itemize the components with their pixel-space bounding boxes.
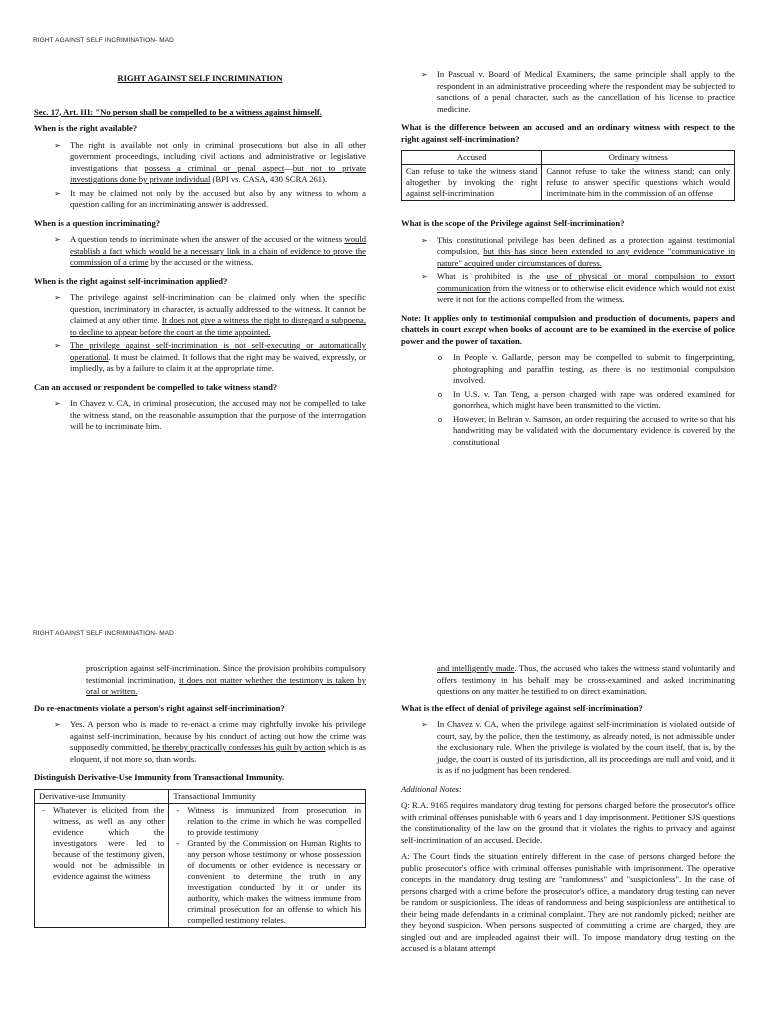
case-list: [401, 352, 735, 448]
question-heading: Can an accused or respondent be compelled to take witness stand?: [34, 381, 278, 392]
constitution-provision: Sec. 17, Art. III: "No person shall be compelled to be a witness against himself.: [34, 106, 322, 117]
table-header: Ordinary witness: [542, 151, 735, 165]
question-heading: When is the right against self-incrimination applied?: [34, 275, 228, 286]
question-heading: When is a question incriminating?: [34, 217, 161, 228]
left-column: [34, 663, 366, 928]
list-item: ➢ What is prohibited is the use of physical or moral compulsion to extort communication from the witness or to otherwise elicit evidence which would not exist were it not for the actions compelled from the witness.: [437, 271, 735, 306]
document-title: RIGHT AGAINST SELF INCRIMINATION: [117, 73, 283, 83]
list-item: ➢ Yes. A person who is made to re-enact a crime may rightfully invoke his privilege against self-incrimination, because by his conduct of acting out how the crime was supposedly committed, he thereby practically confesses his guilt by action which is as eloquent, if not more so, than words.: [70, 719, 366, 765]
bullet-list: [401, 235, 735, 306]
list-item: ➢ The privilege against self-incrimination is not self-executing or automatically operational. It must be claimed. It follows that the right may be waived, expressly, or impliedly, as by a failure to claim it at the appropriate time.: [70, 340, 366, 375]
list-item: ➢ In Chavez v. CA, when the privilege against self-incrimination is violated outside of court, say, by the police, then the testimony, as already noted, is not admissible under the exclusionary rule. When the privilege is violated by the court itself, that is, by the judge, the court is ousted of its jurisdiction, all its proceedings are null and void, and it is as if no judgment has been rendered.: [437, 719, 735, 777]
table-cell: Cannot refuse to take the witness stand; can only refuse to answer specific questions which would incriminate him in the commission of an offense: [542, 165, 735, 201]
bullet-list: [34, 719, 366, 765]
paragraph: proscription against self-incrimination. Since the provision prohibits compulsory testimonial incrimination, it does not matter whether the testimony is taken by oral or written.: [86, 663, 366, 696]
table-header: Derivative-use Immunity: [35, 789, 169, 803]
bullet-list: [34, 292, 366, 375]
table-cell: Can refuse to take the witness stand altogether by invoking the right against self-incrimination: [402, 165, 542, 201]
right-column: [401, 663, 735, 960]
note-paragraph: Note: It applies only to testimonial compulsion and production of documents, papers and chattels in court except when books of account are to be examined in the exercise of police power and the power of taxation.: [401, 312, 735, 346]
document-page-2: [0, 512, 768, 1024]
bullet-list: [34, 398, 366, 433]
list-item: o In People v. Gallarde, person may be compelled to submit to fingerprinting, photographing and paraffin testing, as there is no testimonial compulsion involved.: [453, 352, 735, 387]
table-header: Transactional Immunity: [169, 789, 366, 803]
bullet-list: [401, 719, 735, 777]
answer-paragraph: A: The Court finds the situation entirely different in the case of persons charged before the public prosecutor's office with criminal offenses punishable with imprisonment. The operative concepts in the mandatory drug testing are "randomness" and "suspicionless". In the case of persons charged with a crime before the prosecutor's office, a mandatory drug testing can never be random or suspicionless. The ideas of randomness and being suspicionless are antithetical to their being made defendants in a criminal complaint. They are not randomly picked; neither are they beyond suspicion. When persons suspected of committing a crime are charged, they are singled out and are impleaded against their will. To impose mandatory drug testing on the accused is a blatant attempt: [401, 851, 735, 953]
paragraph: and intelligently made. Thus, the accused who takes the witness stand voluntarily and offers testimony in his behalf may be cross-examined and asked incriminating questions on any matter he testified to on direct examination.: [437, 663, 735, 696]
bullet-list: [401, 69, 735, 115]
running-header: RIGHT AGAINST SELF INCRIMINATION- MAD: [33, 37, 174, 44]
immunity-table: [34, 789, 366, 928]
table-cell: - Whatever is elicited from the witness, as well as any other evidence which the investigators were led to because of the testimony given, would not be admissible in evidence against the witness: [35, 803, 169, 927]
running-header: RIGHT AGAINST SELF INCRIMINATION- MAD: [33, 630, 174, 637]
left-column: [34, 40, 366, 440]
bullet-list: [34, 234, 366, 269]
list-item: ➢ In Chavez v. CA, in criminal prosecution, the accused may not be compelled to take the witness stand, on the reasonable assumption that the purpose of the interrogation will be to incriminate him.: [70, 398, 366, 433]
question-heading: What is the difference between an accused and an ordinary witness with respect to the right against self-incrimination?: [401, 122, 735, 144]
list-item: ➢ The right is available not only in criminal prosecutions but also in all other government proceedings, including civil actions and administrative or legislative investigations that possess a criminal or penal aspect—but not to private investigations done by private individual (BPI vs. CASA, 430 SCRA 261).: [70, 140, 366, 186]
question-heading: Do re-enactments violate a person's right against self-incrimination?: [34, 702, 285, 713]
question-paragraph: Q: R.A. 9165 requires mandatory drug testing for persons charged before the prosecutor's office with criminal offenses punishable with 6 years and 1 day imprisonment. Petitioner SJS questions the constitutionality of the law on the ground that it violates the rights to privacy and against self-incrimination of an accused. Decide.: [401, 800, 735, 845]
list-item: o In U.S. v. Tan Teng, a person charged with rape was ordered examined for gonorrhea, which might have been transmitted to the victim.: [453, 389, 735, 412]
question-heading: What is the scope of the Privilege against Self-incrimination?: [401, 218, 625, 228]
question-heading: Distinguish Derivative-Use Immunity from Transactional Immunity.: [34, 772, 285, 782]
right-column: [401, 69, 735, 450]
list-item: ➢ This constitutional privilege has been defined as a protection against testimonial compulsion, but this has since been extended to any evidence "communicative in nature" acquired under circumstances of duress.: [437, 235, 735, 270]
question-heading: When is the right available?: [34, 123, 138, 133]
question-heading: What is the effect of denial of privilege against self-incrimination?: [401, 702, 643, 713]
list-item: o However, in Beltran v. Samson, an order requiring the accused to write so that his handwriting may be validated with the documentary evidence is covered by the constitutional: [453, 414, 735, 449]
comparison-table: [401, 150, 735, 201]
list-item: ➢ The privilege against self-incrimination can be claimed only when the specific question, incriminatory in character, is actually addressed to the witness. It cannot be claimed at any other time. It does not give a witness the right to disregard a subpoena, to decline to appear before the court at the time appointed.: [70, 292, 366, 338]
additional-notes-heading: Additional Notes:: [401, 783, 462, 794]
bullet-list: [34, 140, 366, 211]
list-item: ➢ In Pascual v. Board of Medical Examiners, the same principle shall apply to the respondent in an administrative proceeding where the respondent may be subjected to sanctions of a penal character, such as the cancellation of his license to practice medicine.: [437, 69, 735, 115]
list-item: ➢ It may be claimed not only by the accused but also by any witness to whom a question calling for an incriminating answer is addressed.: [70, 188, 366, 211]
table-header: Accused: [402, 151, 542, 165]
list-item: ➢ A question tends to incriminate when the answer of the accused or the witness would establish a fact which would be a necessary link in a chain of evidence to prove the commission of a crime by the accused or the witness.: [70, 234, 366, 269]
table-cell: - Witness is immunized from prosecution in relation to the crime in which he was compelled to provide testimony - Granted by the Commission on Human Rights to any person whose testimony or whose possession of documents or other evidence is necessary or convenient to determine the truth in any investigation conducted by it or under its authority, which makes the witness immune from criminal prosecution for an offense to which his compelled testimony relates.: [169, 803, 366, 927]
